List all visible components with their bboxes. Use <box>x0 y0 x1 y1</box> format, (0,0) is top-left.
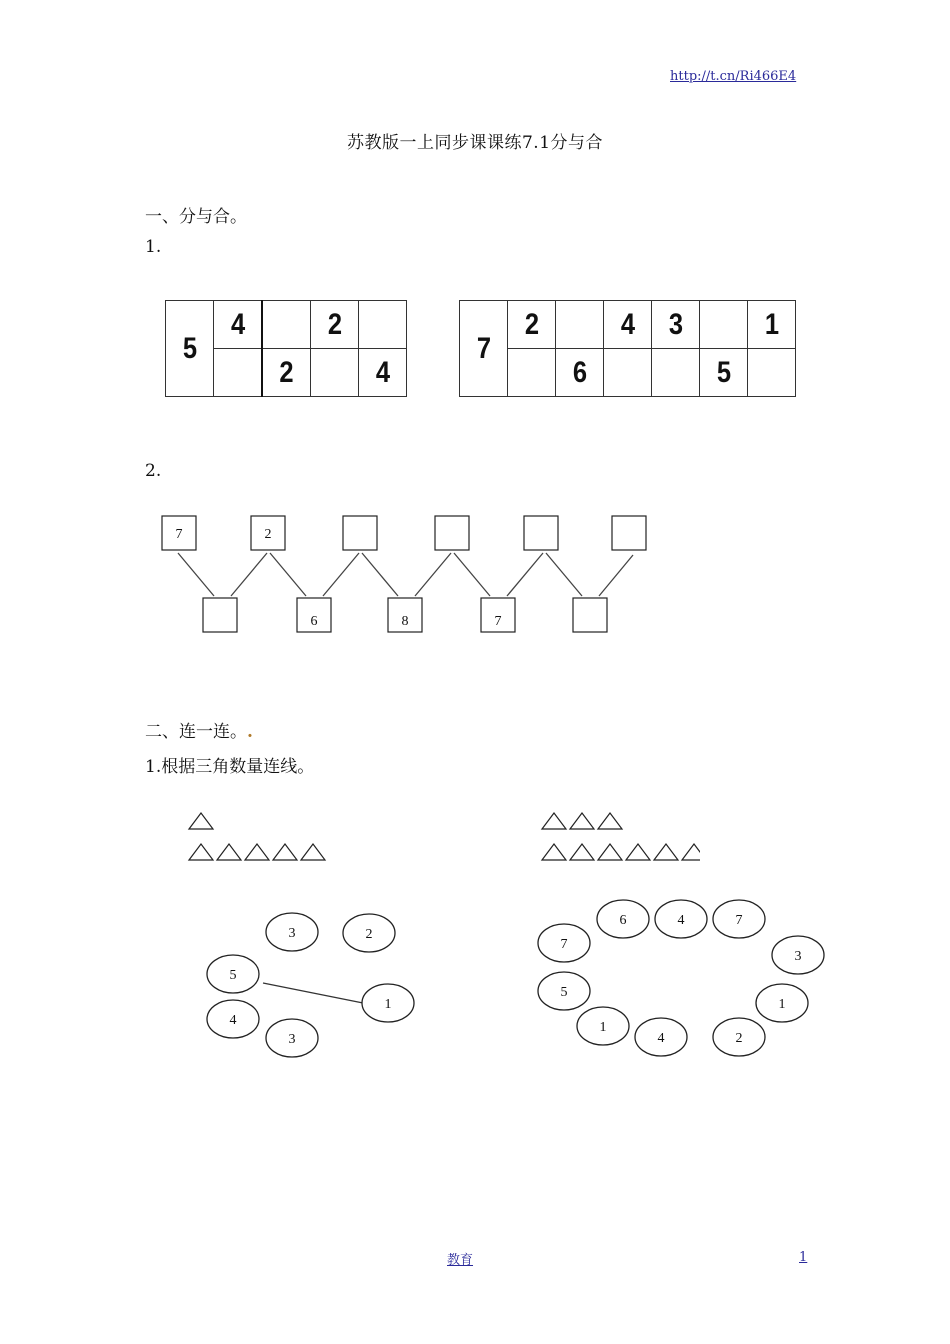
bottom-box <box>203 598 237 632</box>
triangle-icon <box>542 844 566 860</box>
triangle-icon <box>654 844 678 860</box>
table-cell: 2 <box>511 301 552 349</box>
triangle-icon <box>301 844 325 860</box>
table-cell: 6 <box>559 349 600 397</box>
table-cell <box>655 349 696 397</box>
triangle-icon <box>598 813 622 829</box>
table-cell: 2 <box>266 349 307 397</box>
table-cell: 4 <box>362 349 403 397</box>
page-title: 苏教版一上同步课课练7.1分与合 <box>346 133 604 153</box>
zigzag-diagram <box>150 505 670 645</box>
top-box <box>524 516 558 550</box>
circle-number: 1 <box>384 997 392 1012</box>
table-cell: 5 <box>703 349 744 397</box>
triangle-icon <box>217 844 241 860</box>
circle-number: 4 <box>677 913 685 928</box>
circle-number: 4 <box>229 1013 237 1028</box>
circle-number: 3 <box>794 949 802 964</box>
triangle-icon <box>189 813 213 829</box>
triangle-icon <box>245 844 269 860</box>
triangle-icon <box>570 813 594 829</box>
circle-number: 1 <box>599 1020 607 1035</box>
triangle-icon <box>598 844 622 860</box>
circle-number: 5 <box>560 985 568 1000</box>
question1-label: 1. <box>145 237 162 257</box>
circle-number: 6 <box>619 913 627 928</box>
triangle-icon <box>626 844 650 860</box>
triangle-icon <box>273 844 297 860</box>
split-table-5 <box>165 300 407 397</box>
top-box-number: 2 <box>264 527 272 542</box>
left-circle-group <box>200 905 425 1065</box>
circle-number: 7 <box>735 913 743 928</box>
circle-number: 1 <box>778 997 786 1012</box>
triangle-icon <box>682 844 700 860</box>
footer-link[interactable]: 教育 <box>447 1253 474 1268</box>
page-number[interactable]: 1 <box>799 1250 808 1265</box>
table-cell: 4 <box>217 301 258 349</box>
bottom-box-number: 6 <box>310 614 318 629</box>
table-cell <box>751 349 792 397</box>
table-cell <box>266 301 307 349</box>
circle-number: 3 <box>288 926 296 941</box>
heading-mark: . <box>247 722 253 742</box>
section2-question1-label: 1.根据三角数量连线。 <box>145 757 315 777</box>
table-cell: 3 <box>655 301 696 349</box>
triangle-icon <box>570 844 594 860</box>
table-cell <box>559 301 600 349</box>
right-circle-group <box>530 895 830 1065</box>
table-cell: 4 <box>607 301 648 349</box>
table-cell <box>314 349 355 397</box>
bottom-box-number: 7 <box>494 614 502 629</box>
table-total: 5 <box>169 301 210 397</box>
circle-number: 5 <box>229 968 237 983</box>
top-box <box>612 516 646 550</box>
circle-number: 7 <box>560 937 568 952</box>
circle-number: 3 <box>288 1032 296 1047</box>
split-table-7 <box>459 300 796 397</box>
section1-heading: 一、分与合。 <box>145 207 247 227</box>
section2-heading <box>145 717 253 742</box>
table-cell: 2 <box>314 301 355 349</box>
table-cell <box>703 301 744 349</box>
triangle-icon <box>542 813 566 829</box>
table-cell <box>217 349 258 397</box>
table-cell <box>511 349 552 397</box>
circle-number: 2 <box>365 927 373 942</box>
header-url-link[interactable]: http://t.cn/Ri466E4 <box>670 69 797 84</box>
circle-number: 4 <box>657 1031 665 1046</box>
circle-number: 2 <box>735 1031 743 1046</box>
section2-heading-text: 二、连一连。 <box>145 722 247 742</box>
top-box <box>435 516 469 550</box>
triangle-icon <box>189 844 213 860</box>
triangle-groups <box>180 808 700 868</box>
bottom-box <box>573 598 607 632</box>
top-box-number: 7 <box>175 527 183 542</box>
table-cell: 1 <box>751 301 792 349</box>
table-total: 7 <box>463 301 504 397</box>
table-cell <box>362 301 403 349</box>
top-box <box>343 516 377 550</box>
question2-label: 2. <box>145 461 162 481</box>
bottom-box-number: 8 <box>401 614 409 629</box>
table-cell <box>607 349 648 397</box>
